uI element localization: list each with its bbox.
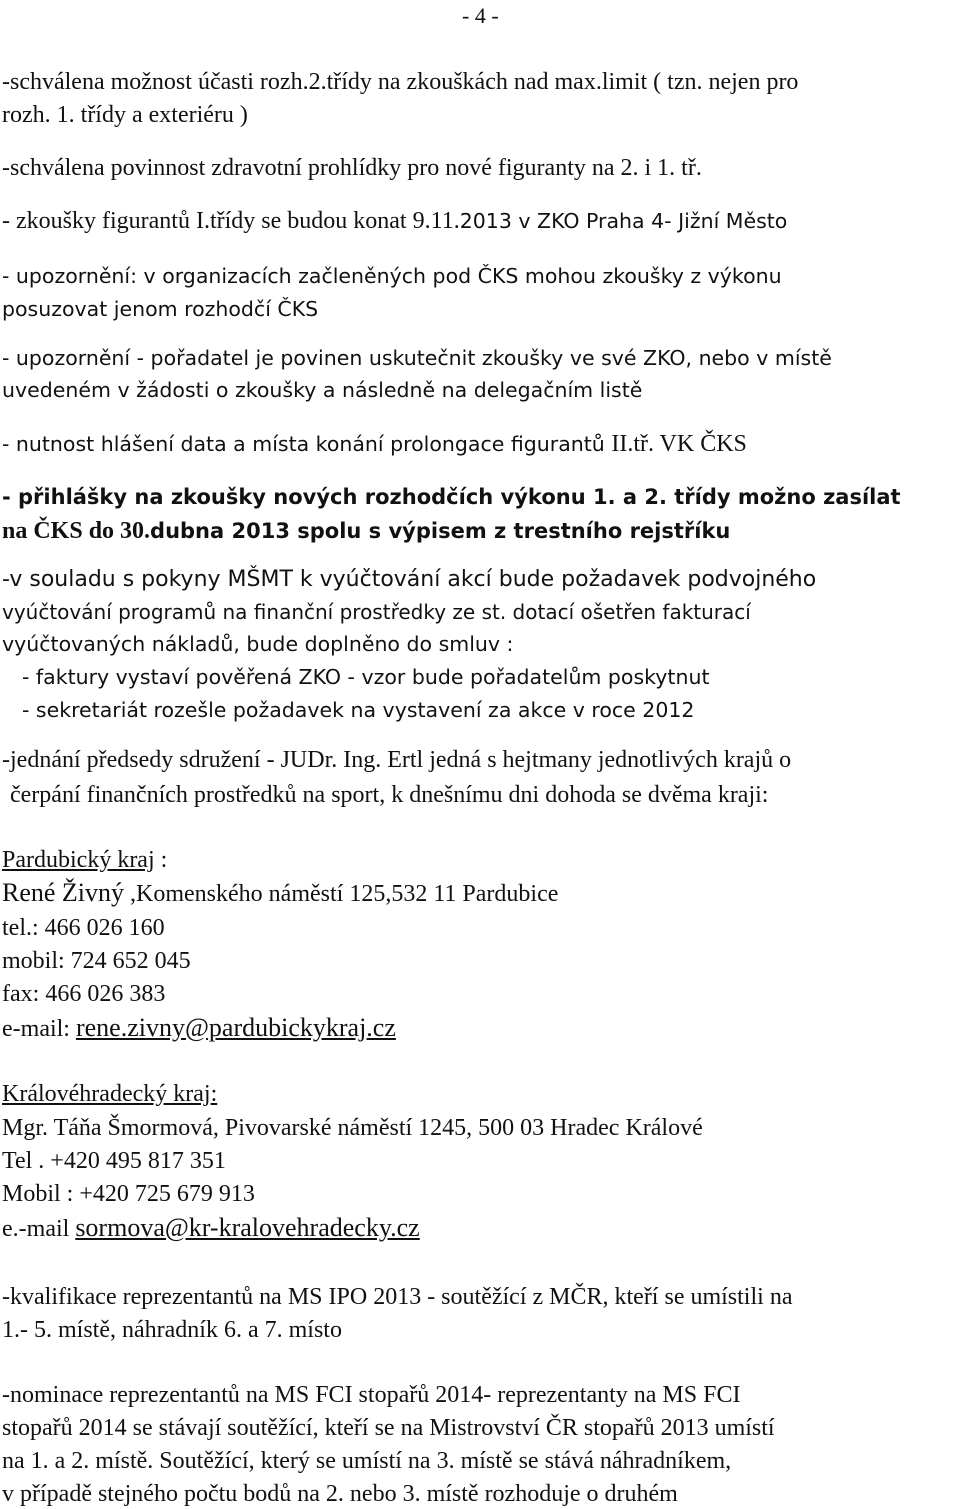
text-line (2, 432, 747, 456)
text-line: rozh. 1. třídy a exteriéru ) (2, 102, 248, 128)
section-heading (2, 848, 167, 872)
heading-suffix: : (154, 847, 168, 873)
text-line: -schválena možnost účasti rozh.2.třídy na zkouškách nad max.limit ( tzn. nejen pro (2, 69, 799, 95)
contact-name-line (2, 880, 558, 906)
region-title-kralovehradecky: Královéhradecký kraj (2, 1081, 211, 1107)
text-run: II.tř. VK ČKS (611, 431, 747, 457)
text-run: dubna 2013 spolu s výpisem z trestního rejstříku (150, 519, 731, 543)
text-run: 2013 v ZKO Praha 4- Jižní Město (459, 209, 788, 233)
contact-name-address: Mgr. Táňa Šmormová, Pivovarské náměstí 1245, 500 03 Hradec Králové (2, 1115, 703, 1141)
email-label: e-mail: (2, 1016, 76, 1042)
contact-mobil: mobil: 724 652 045 (2, 948, 191, 974)
text-line: v případě stejného počtu bodů na 2. nebo 3. místě rozhoduje o druhém (2, 1481, 678, 1507)
text-line: - sekretariát rozešle požadavek na vystavení za akce v roce 2012 (22, 698, 695, 722)
email-link[interactable]: rene.zivny@pardubickykraj.cz (75, 1013, 396, 1042)
text-line: - faktury vystaví pověřená ZKO - vzor bude pořadatelům poskytnut (22, 665, 710, 689)
text-line: - přihlášky na zkoušky nových rozhodčích výkonu 1. a 2. třídy možno zasílat (2, 485, 901, 509)
section-heading (2, 1082, 217, 1106)
text-line: 1.- 5. místě, náhradník 6. a 7. místo (2, 1317, 342, 1343)
text-line: vyúčtování programů na finanční prostředky ze st. dotací ošetřen fakturací (2, 600, 751, 624)
text-line: - upozornění: v organizacích začleněných pod ČKS mohou zkoušky z výkonu (2, 264, 782, 288)
heading-suffix: : (210, 1081, 218, 1107)
text-line: -kvalifikace reprezentantů na MS IPO 2013 - soutěžící z MČR, kteří se umístili na (2, 1284, 793, 1310)
contact-email-line (2, 1015, 396, 1041)
contact-fax: fax: 466 026 383 (2, 981, 166, 1007)
text-line: stopařů 2014 se stávají soutěžící, kteří se na Mistrovství ČR stopařů 2013 umístí (2, 1415, 775, 1441)
text-run: - zkoušky figurantů I.třídy se budou konat 9.11. (2, 208, 460, 234)
text-line: posuzovat jenom rozhodčí ČKS (2, 297, 319, 321)
contact-address: ,Komenského náměstí 125,532 11 Pardubice (124, 881, 559, 907)
text-line (2, 519, 730, 543)
text-line: -v souladu s pokyny MŠMT k vyúčtování akcí bude požadavek podvojného (2, 567, 817, 592)
email-link[interactable]: sormova@kr-kralovehradecky.cz (75, 1213, 420, 1242)
text-line: -schválena povinnost zdravotní prohlídky pro nové figuranty na 2. i 1. tř. (2, 155, 702, 181)
email-label: e.-mail (2, 1216, 76, 1242)
region-title-pardubicky: Pardubický kraj (2, 847, 155, 873)
text-line: - upozornění - pořadatel je povinen uskutečnit zkoušky ve své ZKO, nebo v místě (2, 346, 832, 370)
text-line: -jednání předsedy sdružení - JUDr. Ing. Ertl jedná s hejtmany jednotlivých krajů o (2, 747, 792, 773)
page-number: - 4 - (462, 3, 499, 28)
contact-tel: tel.: 466 026 160 (2, 915, 165, 941)
contact-name: René Živný (2, 878, 125, 907)
text-line: uvedeném v žádosti o zkoušky a následně na delegačním listě (2, 378, 643, 402)
contact-tel: Tel . +420 495 817 351 (2, 1148, 226, 1174)
text-line: -nominace reprezentantů na MS FCI stopařů 2014- reprezentanty na MS FCI (2, 1382, 741, 1408)
text-run: na ČKS do 30. (2, 518, 151, 544)
text-line: na 1. a 2. místě. Soutěžící, který se umístí na 3. místě se stává náhradníkem, (2, 1448, 732, 1474)
text-line (2, 209, 787, 233)
contact-mobil: Mobil : +420 725 679 913 (2, 1181, 255, 1207)
text-line: vyúčtovaných nákladů, bude doplněno do smluv : (2, 632, 514, 656)
text-run: - nutnost hlášení data a místa konání prolongace figurantů (2, 432, 612, 456)
text-line: čerpání finančních prostředků na sport, k dnešnímu dni dohoda se dvěma kraji: (10, 782, 769, 808)
contact-email-line (2, 1215, 420, 1241)
